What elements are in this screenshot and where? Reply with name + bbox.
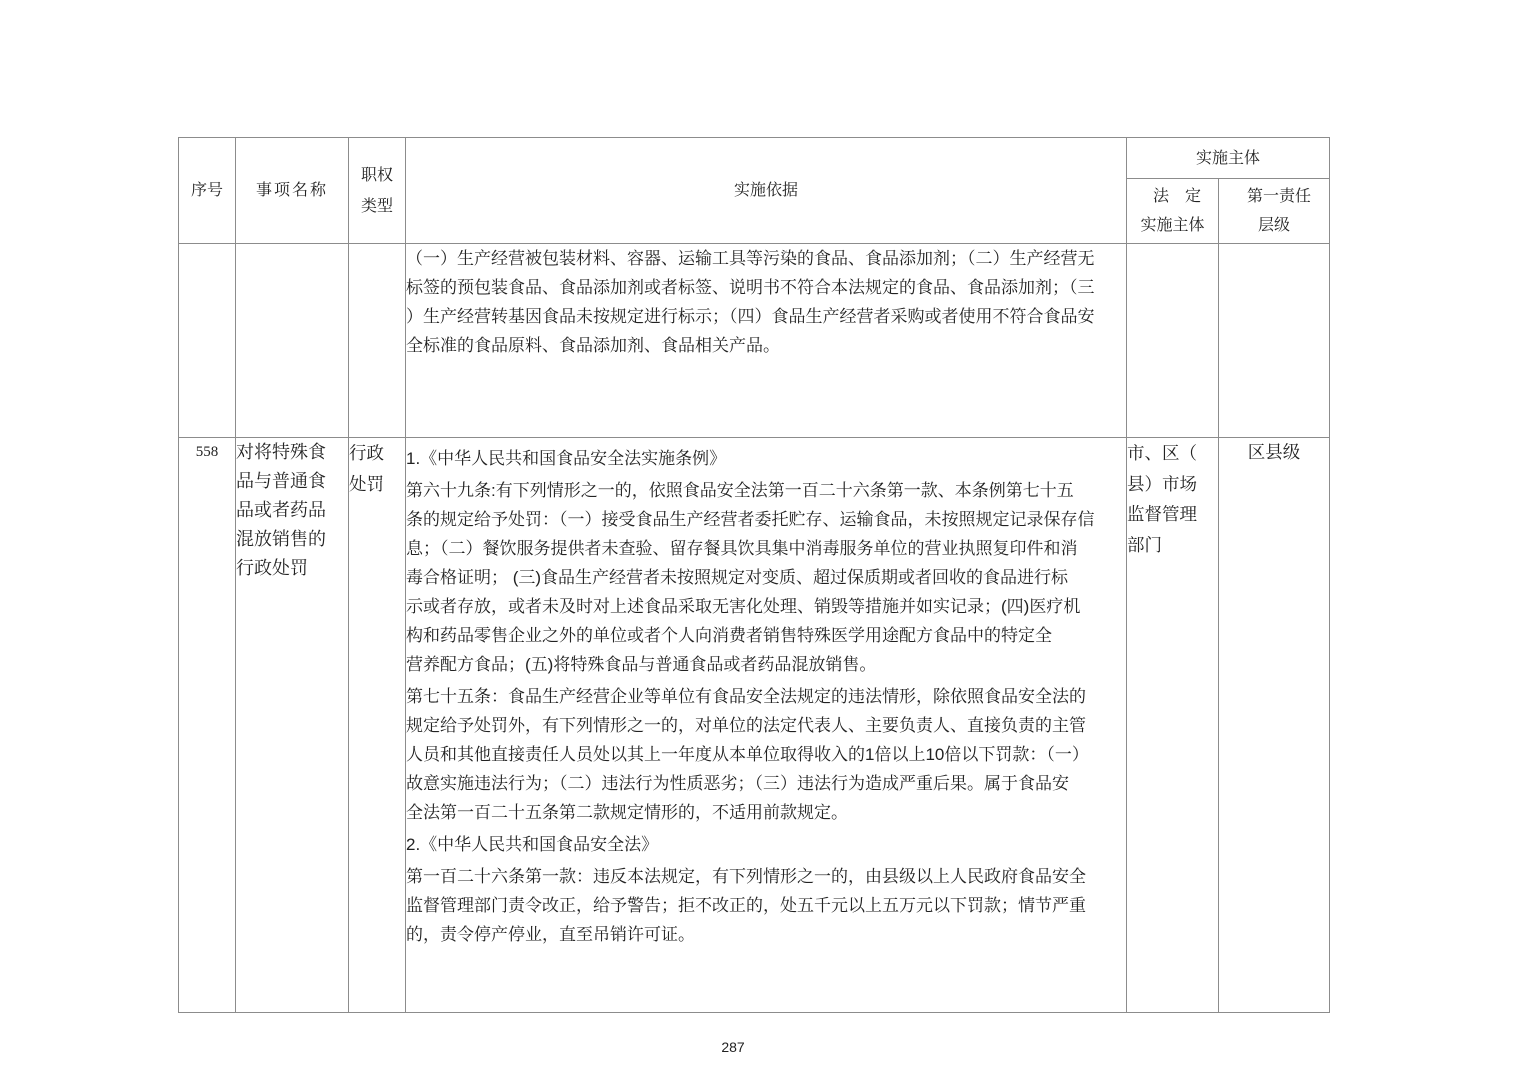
basis-line: 条的规定给予处罚：（一）接受食品生产经营者委托贮存、运输食品，未按照规定记录保存信: [406, 510, 1095, 529]
basis-paragraph: [406, 444, 1126, 473]
basis-line: 第七十五条：食品生产经营企业等单位有食品安全法规定的违法情形，除依照食品安全法的: [406, 687, 1086, 706]
header-authority-type: [349, 138, 406, 244]
header-authority-type-line: 职权: [360, 166, 393, 184]
basis-paragraph: [406, 244, 1126, 360]
basis-line: 监督管理部门责令改正，给予警告；拒不改正的，处五千元以上五万元以下罚款；情节严重: [406, 896, 1086, 915]
basis-line: 2.《中华人民共和国食品安全法》: [406, 835, 659, 854]
basis-paragraph: [406, 830, 1126, 859]
basis-line: 第六十九条:有下列情形之一的，依照食品安全法第一百二十六条第一款、本条例第七十五: [406, 481, 1074, 500]
basis-line: 标签的预包装食品、食品添加剂或者标签、说明书不符合本法规定的食品、食品添加剂；（三: [406, 278, 1095, 297]
cell-legal-subject: [1127, 438, 1219, 1013]
table-row: [179, 244, 1330, 438]
header-seq-label: 序号: [190, 182, 223, 199]
header-authority-type-line: 类型: [360, 197, 393, 215]
header-subject-group: [1127, 138, 1330, 179]
basis-line: 1.《中华人民共和国食品安全法实施条例》: [406, 449, 727, 468]
item-name-line: 混放销售的: [236, 529, 326, 549]
basis-paragraph: [406, 862, 1126, 949]
header-seq: [179, 138, 236, 244]
basis-line: 的，责令停产停业，直至吊销许可证。: [406, 925, 695, 944]
basis-line: 人员和其他直接责任人员处以其上一年度从本单位取得收入的1倍以上10倍以下罚款：（一）: [406, 745, 1089, 764]
basis-line: 规定给予处罚外，有下列情形之一的，对单位的法定代表人、主要负责人、直接负责的主管: [406, 716, 1086, 735]
cell-basis: [406, 244, 1127, 438]
cell-authority-type: [349, 244, 406, 438]
header-basis: [406, 138, 1127, 244]
basis-line: 毒合格证明； (三)食品生产经营者未按照规定对变质、超过保质期或者回收的食品进行标: [406, 568, 1069, 587]
basis-line: 第一百二十六条第一款：违反本法规定，有下列情形之一的，由县级以上人民政府食品安全: [406, 867, 1086, 886]
authority-type-line: 处罚: [349, 474, 384, 494]
basis-line: 示或者存放，或者未及时对上述食品采取无害化处理、销毁等措施并如实记录；(四)医疗机: [406, 597, 1081, 616]
cell-item-name: [236, 244, 349, 438]
item-name-line: 对将特殊食: [236, 442, 326, 462]
basis-line: 息；（二）餐饮服务提供者未查验、留存餐具饮具集中消毒服务单位的营业执照复印件和消: [406, 539, 1078, 558]
cell-first-level: [1219, 244, 1330, 438]
header-item-name-label: 事项名称: [255, 182, 328, 199]
authority-type-line: 行政: [349, 443, 384, 463]
header-legal-subject-line: 实施主体: [1140, 217, 1205, 234]
cell-authority-type: [349, 438, 406, 1013]
header-basis-label: 实施依据: [733, 182, 798, 199]
header-legal-subject-line: 法 定: [1152, 188, 1201, 205]
legal-subject-line: 部门: [1127, 534, 1162, 555]
table-row: [179, 438, 1330, 1013]
basis-line: 营养配方食品；(五)将特殊食品与普通食品或者药品混放销售。: [406, 655, 877, 674]
item-name-line: 行政处罚: [236, 558, 308, 578]
page-number: 287: [721, 1039, 745, 1055]
item-name-line: 品或者药品: [236, 500, 326, 520]
header-subject-group-label: 实施主体: [1196, 149, 1261, 167]
header-legal-subject: [1127, 179, 1219, 244]
cell-seq: [179, 244, 236, 438]
cell-legal-subject: [1127, 244, 1219, 438]
cell-basis: [406, 438, 1127, 1013]
header-item-name: [236, 138, 349, 244]
cell-item-name: [236, 438, 349, 1013]
basis-line: （一）生产经营被包装材料、容器、运输工具等污染的食品、食品添加剂；（二）生产经营无: [406, 249, 1095, 268]
cell-first-level: 区县级: [1219, 438, 1330, 1013]
basis-line: 构和药品零售企业之外的单位或者个人向消费者销售特殊医学用途配方食品中的特定全: [406, 626, 1052, 645]
basis-line: 全标准的食品原料、食品添加剂、食品相关产品。: [406, 336, 780, 355]
basis-paragraph: [406, 476, 1126, 679]
legal-subject-line: 监督管理: [1127, 504, 1197, 524]
header-first-level-line: 第一责任: [1247, 188, 1312, 205]
basis-line: 故意实施违法行为；（二）违法行为性质恶劣；（三）违法行为造成严重后果。属于食品安: [406, 774, 1069, 793]
cell-seq: 558: [179, 438, 236, 1013]
header-first-level-line: 层级: [1258, 217, 1291, 234]
authority-table: [178, 137, 1330, 1013]
header-first-level: [1219, 179, 1330, 244]
basis-line: ）生产经营转基因食品未按规定进行标示；（四）食品生产经营者采购或者使用不符合食品安: [406, 307, 1095, 326]
legal-subject-line: 县）市场: [1127, 473, 1197, 494]
basis-line: 全法第一百二十五条第二款规定情形的，不适用前款规定。: [406, 803, 848, 822]
header-row: [179, 138, 1330, 179]
legal-subject-line: 市、区（: [1127, 443, 1197, 463]
basis-paragraph: [406, 682, 1126, 827]
item-name-line: 品与普通食: [236, 471, 326, 491]
